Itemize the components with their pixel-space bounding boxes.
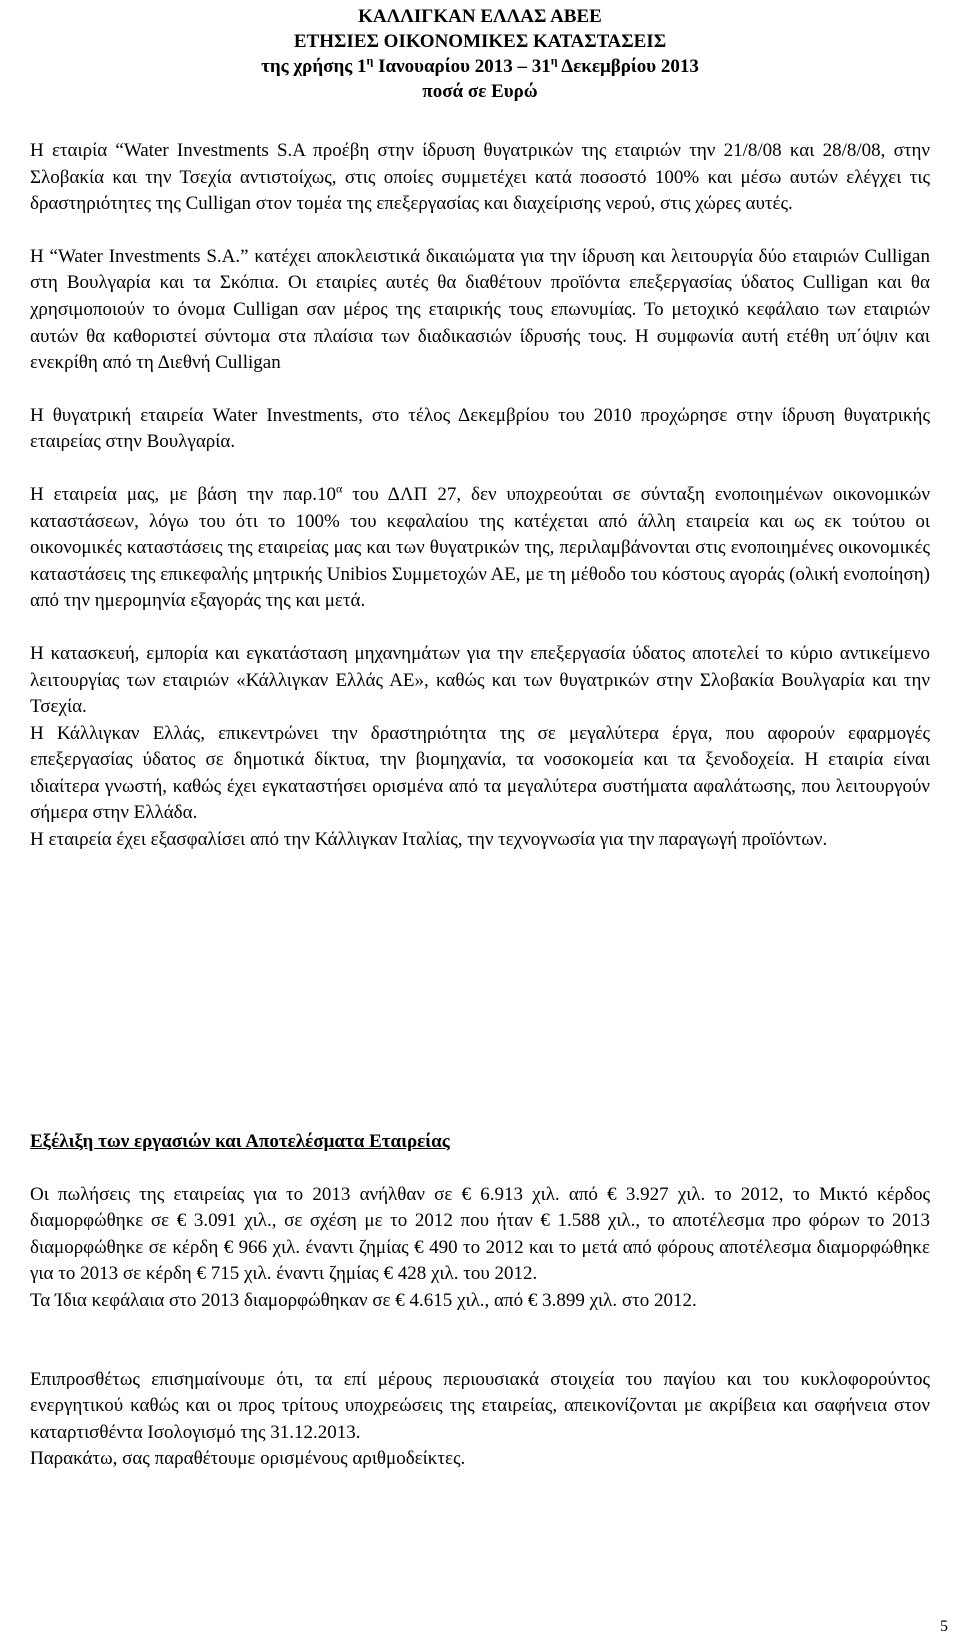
paragraph-ratios-intro: Παρακάτω, σας παραθέτουμε ορισμένους αριθμοδείκτες. bbox=[30, 1448, 466, 1470]
paragraph-exclusive-rights: Η “Water Investments S.A.” κατέχει αποκλειστικά δικαιώματα για την ίδρυση και λειτουργία δύο εταιριών Culligan στη Βουλγαρία και τα Σκόπια. Οι εταιρίες αυτές θα διαθέτουν προϊόντα επεξεργασίας ύδατος Culligan και θα χρησιμοποιούν το όνομα Culligan σαν μέρος της εταιρικής τους επωνυμίας. Το μετοχικό κεφάλαιο των εταιριών αυτών θα καθοριστεί σύντομα στα πλαίσια των διαδικασιών ίδρυσής τους. Η συμφωνία αυτή ετέθη υπ΄όψιν και ενεκρίθη από τη Διεθνή Culligan bbox=[30, 245, 930, 374]
company-name: ΚΑΛΛΙΓΚΑΝ ΕΛΛΑΣ ΑΒΕΕ bbox=[358, 6, 602, 27]
report-period: της χρήσης $1^\eta$ Ιανουαρίου $2013 - 31^\eta$ Δεκεμβρίου 2013 bbox=[261, 53, 699, 77]
currency-note: ποσά σε Ευρώ bbox=[422, 81, 538, 102]
paragraph-water-investments: Η εταιρία “Water Investments S.A προέβη στην ίδρυση θυγατρικών της εταιριών την 21/8/08 και 28/8/08, στην Σλοβακία και την Τσεχία αντιστοίχως, στις οποίες συμμετέχει κατά ποσοστό 100% και μέσω αυτών ελέγχει τις δραστηριότητες της Culligan στον τομέα της επεξεργασίας και διαχείρισης νερού, στις χώρες αυτές. bbox=[30, 140, 930, 215]
paragraph-main-activity: Η κατασκευή, εμπορία και εγκατάσταση μηχανημάτων για την επεξεργασία ύδατος αποτελεί το κύριο αντικείμενο λειτουργίας των εταιριών «Κάλλιγκαν Ελλάς ΑΕ», καθώς και των θυγατρικών στην Σλοβακία Βουλγαρία και την Τσεχία. bbox=[30, 642, 930, 718]
paragraph-balance-sheet: Επιπροσθέτως επισημαίνουμε ότι, τα επί μέρους περιουσιακά στοιχεία του παγίου και του κυκλοφορούντος ενεργητικού καθώς και οι προς τρίτους υποχρεώσεις της εταιρείας, απεικονίζονται με ακρίβεια και σαφήνεια στον καταρτισθέντα Ισολογισμό της 31.12.2013. bbox=[30, 1368, 930, 1443]
page-number: 5 bbox=[940, 1618, 948, 1635]
body-text-block-1 bbox=[30, 138, 930, 854]
paragraph-know-how: Η εταιρεία έχει εξασφαλίσει από την Κάλλιγκαν Ιταλίας, την τεχνογνωσία για την παραγωγή προϊόντων. bbox=[30, 829, 828, 851]
paragraph-projects: Η Κάλλιγκαν Ελλάς, επικεντρώνει την δραστηριότητα της σε μεγαλύτερα έργα, που αφορούν εφαρμογές επεξεργασίας ύδατος σε δημοτικά δίκτυα, την βιομηχανία, τα νοσοκομεία και τα ξενοδοχεία. Η εταιρία είναι ιδιαίτερα γνωστή, καθώς έχει εγκαταστήσει ορισμένα από τα μεγαλύτερα συστήματα αφαλάτωσης, που λειτουργούν σήμερα στην Ελλάδα. bbox=[30, 722, 930, 824]
paragraph-bulgaria-subsidiary: Η θυγατρική εταιρεία Water Investments, στο τέλος Δεκεμβρίου του 2010 προχώρησε στην ίδρυση θυγατρικής εταιρείας στην Βουλγαρία. bbox=[30, 404, 930, 453]
body-text-block-2 bbox=[30, 1129, 930, 1473]
paragraph-results: Οι πωλήσεις της εταιρείας για το 2013 ανήλθαν σε € 6.913 χιλ. από € 3.927 χιλ. το 2012, το Μικτό κέρδος διαμορφώθηκε σε € 3.091 χιλ., σε σχέση με το 2012 που ήταν € 1.588 χιλ., το αποτέλεσμα προ φόρων το 2013 διαμορφώθηκε σε κέρδη € 966 χιλ. έναντι ζημίας € 490 το 2012 και το μετά από φόρους αποτέλεσμα διαμορφώθηκε για το 2013 σε κέρδη € 715 χιλ. έναντι ζημίας € 428 χιλ. του 2012. bbox=[30, 1183, 930, 1285]
paragraph-consolidation: Η εταιρεία μας, με βάση την $\pi\alpha\rho.10^\alpha$ του ΔΛΠ 27, δεν υποχρεούται σε σύνταξη ενοποιημένων οικονομικών καταστάσεων, λόγω του ότι το 100% του κεφαλαίου της κατέχεται από άλλη εταιρεία και ως εκ τούτου οι οικονομικές καταστάσεις της εταιρείας μας και των θυγατρικών της, περιλαμβάνονται στις ενοποιημένες οικονομικές καταστάσεις της επικεφαλής μητρικής Unibios Συμμετοχών ΑΕ, με τη μέθοδο του κόστους αγοράς (ολική ενοποίηση) από την ημερομηνία εξαγοράς της και μετά. bbox=[30, 481, 930, 612]
paragraph-equity: Τα Ίδια κεφάλαια στο 2013 διαμορφώθηκαν σε € 4.615 χιλ., από € 3.899 χιλ. στο 2012. bbox=[30, 1289, 697, 1311]
document-header bbox=[0, 4, 960, 104]
report-title: ΕΤΗΣΙΕΣ ΟΙΚΟΝΟΜΙΚΕΣ ΚΑΤΑΣΤΑΣΕΙΣ bbox=[293, 31, 667, 52]
section-title: Εξέλιξη των εργασιών και Αποτελέσματα Εταιρείας bbox=[30, 1131, 450, 1152]
